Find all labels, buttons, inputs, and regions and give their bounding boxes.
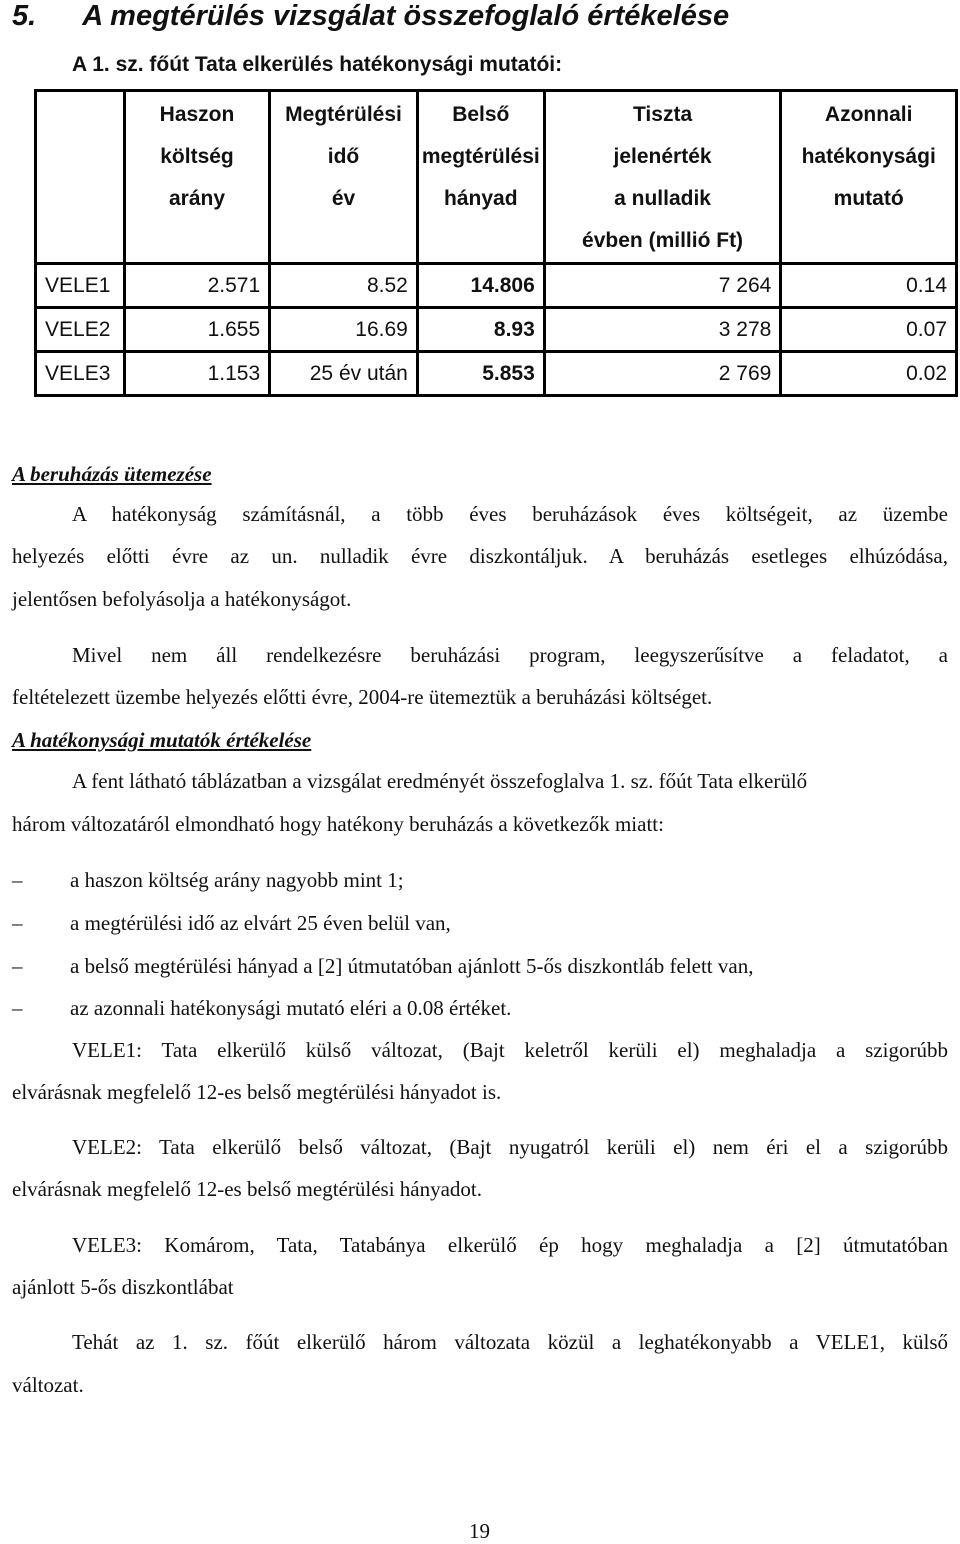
paragraph-line: elvárásnak megfelelő 12-es belső megtérülési hányadot is. (12, 1080, 502, 1104)
table-cell: 0.14 (781, 264, 957, 308)
table-row (36, 308, 957, 352)
table-cell: 1.153 (124, 352, 269, 396)
table-row (36, 264, 957, 308)
section-heading (12, 0, 729, 33)
paragraph-line: VELE2: Tata elkerülő belső változat, (Bajt nyugatról kerüli el) nem éri el a szigorúbb (72, 1135, 948, 1159)
table-cell: 8.52 (270, 264, 418, 308)
table-caption: A 1. sz. főút Tata elkerülés hatékonysági mutatói: (72, 53, 563, 76)
list-item: a megtérülési idő az elvárt 25 éven belül van, (70, 911, 451, 935)
table-cell: 16.69 (270, 308, 418, 352)
section-title: A megtérülés vizsgálat összefoglaló értékelése (82, 0, 730, 32)
efficiency-table (34, 89, 958, 397)
section-number: 5. (12, 0, 37, 32)
bullet-dash: – (12, 911, 23, 935)
table-cell: 2 769 (544, 352, 781, 396)
paragraph-line: változat. (12, 1373, 84, 1397)
paragraph-line: Tehát az 1. sz. főút elkerülő három változata közül a leghatékonyabb a VELE1, külső (72, 1330, 948, 1354)
bullet-dash: – (12, 996, 23, 1020)
header-cell: Azonnali hatékonysági mutató (781, 91, 957, 264)
paragraph-line: Mivel nem áll rendelkezésre beruházási program, leegyszerűsítve a feladatot, a (72, 643, 948, 667)
table-cell: 14.806 (417, 264, 544, 308)
table-row (36, 352, 957, 396)
list-item: a haszon költség arány nagyobb mint 1; (70, 868, 404, 892)
table-cell: 8.93 (417, 308, 544, 352)
section-title-evaluation: A hatékonysági mutatók értékelése (12, 728, 312, 752)
paragraph-line: három változatáról elmondható hogy hatékony beruházás a következők miatt: (12, 812, 664, 836)
table-cell: 7 264 (544, 264, 781, 308)
section-title-scheduling: A beruházás ütemezése (12, 462, 212, 486)
table-cell: 25 év után (270, 352, 418, 396)
header-empty-cell (36, 91, 125, 264)
header-cell: Haszon költség arány (124, 91, 269, 264)
table-cell: 2.571 (124, 264, 269, 308)
header-cell: Belső megtérülési hányad (417, 91, 544, 264)
paragraph-line: A fent látható táblázatban a vizsgálat eredményét összefoglalva 1. sz. főút Tata elkerülő (72, 769, 808, 793)
table-cell: 0.02 (781, 352, 957, 396)
bullet-dash: – (12, 868, 23, 892)
paragraph-line: VELE3: Komárom, Tata, Tatabánya elkerülő ép hogy meghaladja a [2] útmutatóban (72, 1233, 948, 1257)
page-number: 19 (469, 1519, 490, 1543)
paragraph-line: VELE1: Tata elkerülő külső változat, (Bajt keletről kerüli el) meghaladja a szigorúbb (72, 1038, 948, 1062)
paragraph-line: A hatékonyság számításnál, a több éves beruházások éves költségeit, az üzembe (72, 502, 948, 526)
list-item: a belső megtérülési hányad a [2] útmutatóban ajánlott 5-ős diszkontláb felett van, (70, 954, 754, 978)
list-item: az azonnali hatékonysági mutató eléri a 0.08 értéket. (70, 996, 512, 1020)
header-cell: Megtérülési idő év (270, 91, 418, 264)
paragraph-line: ajánlott 5-ős diszkontlábat (12, 1275, 234, 1299)
paragraph-line: feltételezett üzembe helyezés előtti évre, 2004-re ütemeztük a beruházási költséget. (12, 685, 713, 709)
row-label: VELE2 (36, 308, 125, 352)
paragraph-line: helyezés előtti évre az un. nulladik évre diszkontáljuk. A beruházás esetleges elhúzódása, (12, 544, 948, 568)
table-cell: 1.655 (124, 308, 269, 352)
table-cell: 3 278 (544, 308, 781, 352)
table-cell: 0.07 (781, 308, 957, 352)
table-header-row (36, 91, 957, 264)
paragraph-line: jelentősen befolyásolja a hatékonyságot. (12, 587, 352, 611)
paragraph-line: elvárásnak megfelelő 12-es belső megtérülési hányadot. (12, 1177, 482, 1201)
bullet-dash: – (12, 954, 23, 978)
row-label: VELE1 (36, 264, 125, 308)
table-cell: 5.853 (417, 352, 544, 396)
header-cell: Tiszta jelenérték a nulladik évben (millió Ft) (544, 91, 781, 264)
row-label: VELE3 (36, 352, 125, 396)
